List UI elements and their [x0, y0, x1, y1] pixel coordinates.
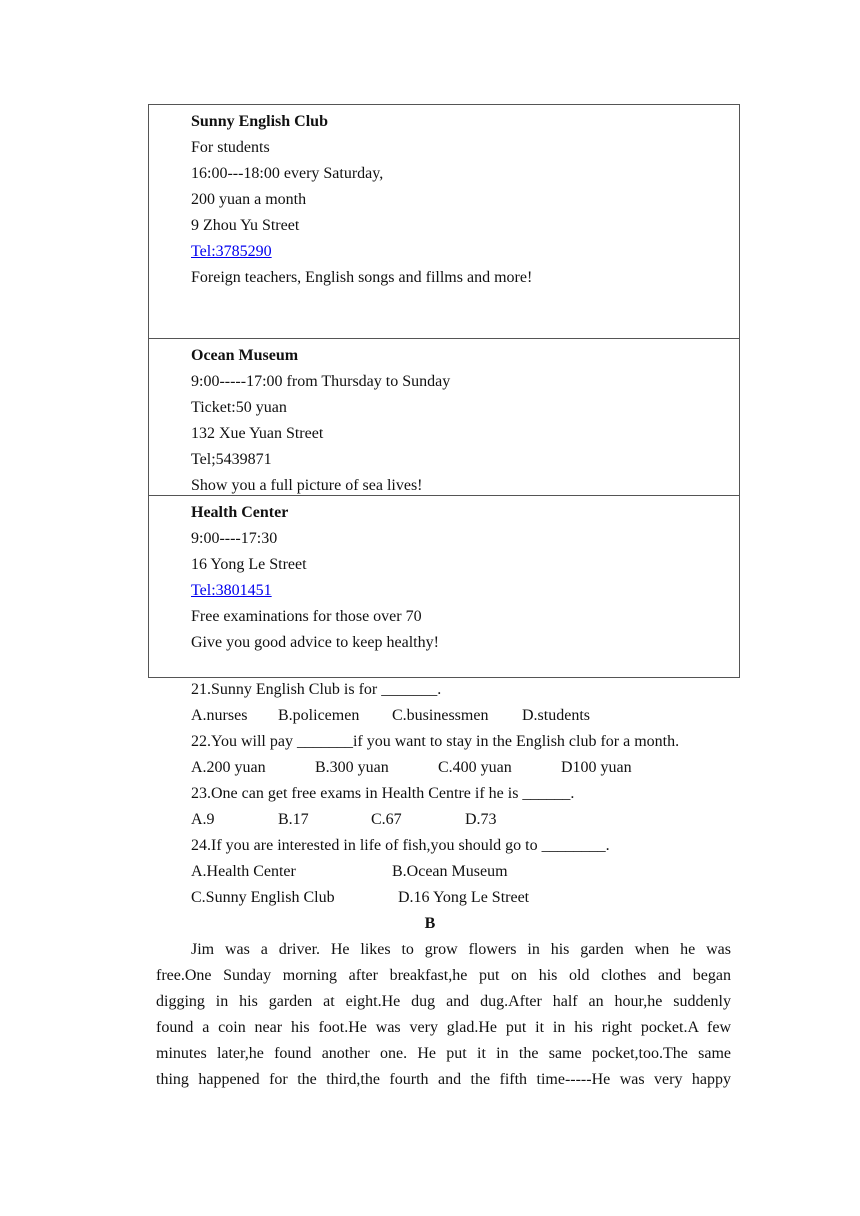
reading-passage: [156, 937, 731, 1093]
passage-line: Jim was a driver. He likes to grow flowers in his garden when he was: [191, 941, 731, 958]
tel-link[interactable]: Tel:3801451: [191, 582, 272, 599]
ad-health-center: [149, 496, 739, 677]
ad-line: Give you good advice to keep healthy!: [191, 634, 439, 651]
ad-line: Free examinations for those over 70: [191, 608, 422, 625]
option: B.Ocean Museum: [392, 863, 508, 880]
passage-line: thing happened for the third,the fourth and the fifth time-----He was very happy: [156, 1071, 731, 1088]
passage-line: minutes later,he found another one. He put it in the same pocket,too.The same: [156, 1045, 731, 1062]
ad-line: Tel;5439871: [191, 451, 272, 468]
ad-line: 9 Zhou Yu Street: [191, 217, 300, 234]
ad-line: Foreign teachers, English songs and fillms and more!: [191, 269, 533, 286]
question-options: [191, 859, 679, 885]
option: A.9: [191, 811, 215, 828]
option: C.businessmen: [392, 707, 489, 724]
passage-line: digging in his garden at eight.He dug and dug.After half an hour,he suddenly: [156, 993, 731, 1010]
question-stem: 23.One can get free exams in Health Centre if he is ______.: [191, 785, 575, 802]
question-stem: 22.You will pay _______if you want to stay in the English club for a month.: [191, 733, 680, 750]
passage-line: found a coin near his foot.He was very glad.He put it in his right pocket.A few: [156, 1019, 731, 1036]
passage-line: free.One Sunday morning after breakfast,he put on his old clothes and began: [156, 967, 731, 984]
option: D.73: [465, 811, 497, 828]
ad-line: 16:00---18:00 every Saturday,: [191, 165, 384, 182]
ad-title: Health Center: [191, 504, 289, 521]
option: A.Health Center: [191, 863, 296, 880]
option: B.300 yuan: [315, 759, 389, 776]
questions-section: [191, 677, 679, 911]
ad-line: Show you a full picture of sea lives!: [191, 477, 423, 494]
ad-line: For students: [191, 139, 270, 156]
ad-line: 9:00-----17:00 from Thursday to Sunday: [191, 373, 451, 390]
question-options: [191, 703, 679, 729]
ad-line: 200 yuan a month: [191, 191, 307, 208]
ad-sunny-english-club: [149, 105, 739, 339]
question-options: [191, 755, 679, 781]
tel-link[interactable]: Tel:3785290: [191, 243, 272, 260]
option: C.67: [371, 811, 402, 828]
question-options: [191, 885, 679, 911]
question-stem: 21.Sunny English Club is for _______.: [191, 681, 442, 698]
ad-title: Sunny English Club: [191, 113, 328, 130]
option: A.200 yuan: [191, 759, 266, 776]
option: D.students: [522, 707, 590, 724]
ad-line: 9:00----17:30: [191, 530, 278, 547]
option: B.17: [278, 811, 309, 828]
section-heading: B: [424, 915, 436, 932]
ad-line: Ticket:50 yuan: [191, 399, 287, 416]
question-stem: 24.If you are interested in life of fish,you should go to ________.: [191, 837, 610, 854]
option: B.policemen: [278, 707, 360, 724]
option: A.nurses: [191, 707, 248, 724]
option: D100 yuan: [561, 759, 632, 776]
ad-title: Ocean Museum: [191, 347, 299, 364]
question-options: [191, 807, 679, 833]
ad-line: 16 Yong Le Street: [191, 556, 307, 573]
option: D.16 Yong Le Street: [398, 889, 530, 906]
option: C.Sunny English Club: [191, 889, 335, 906]
ad-ocean-museum: [149, 339, 739, 496]
ad-line: 132 Xue Yuan Street: [191, 425, 324, 442]
advertisement-table: [148, 104, 740, 678]
option: C.400 yuan: [438, 759, 512, 776]
